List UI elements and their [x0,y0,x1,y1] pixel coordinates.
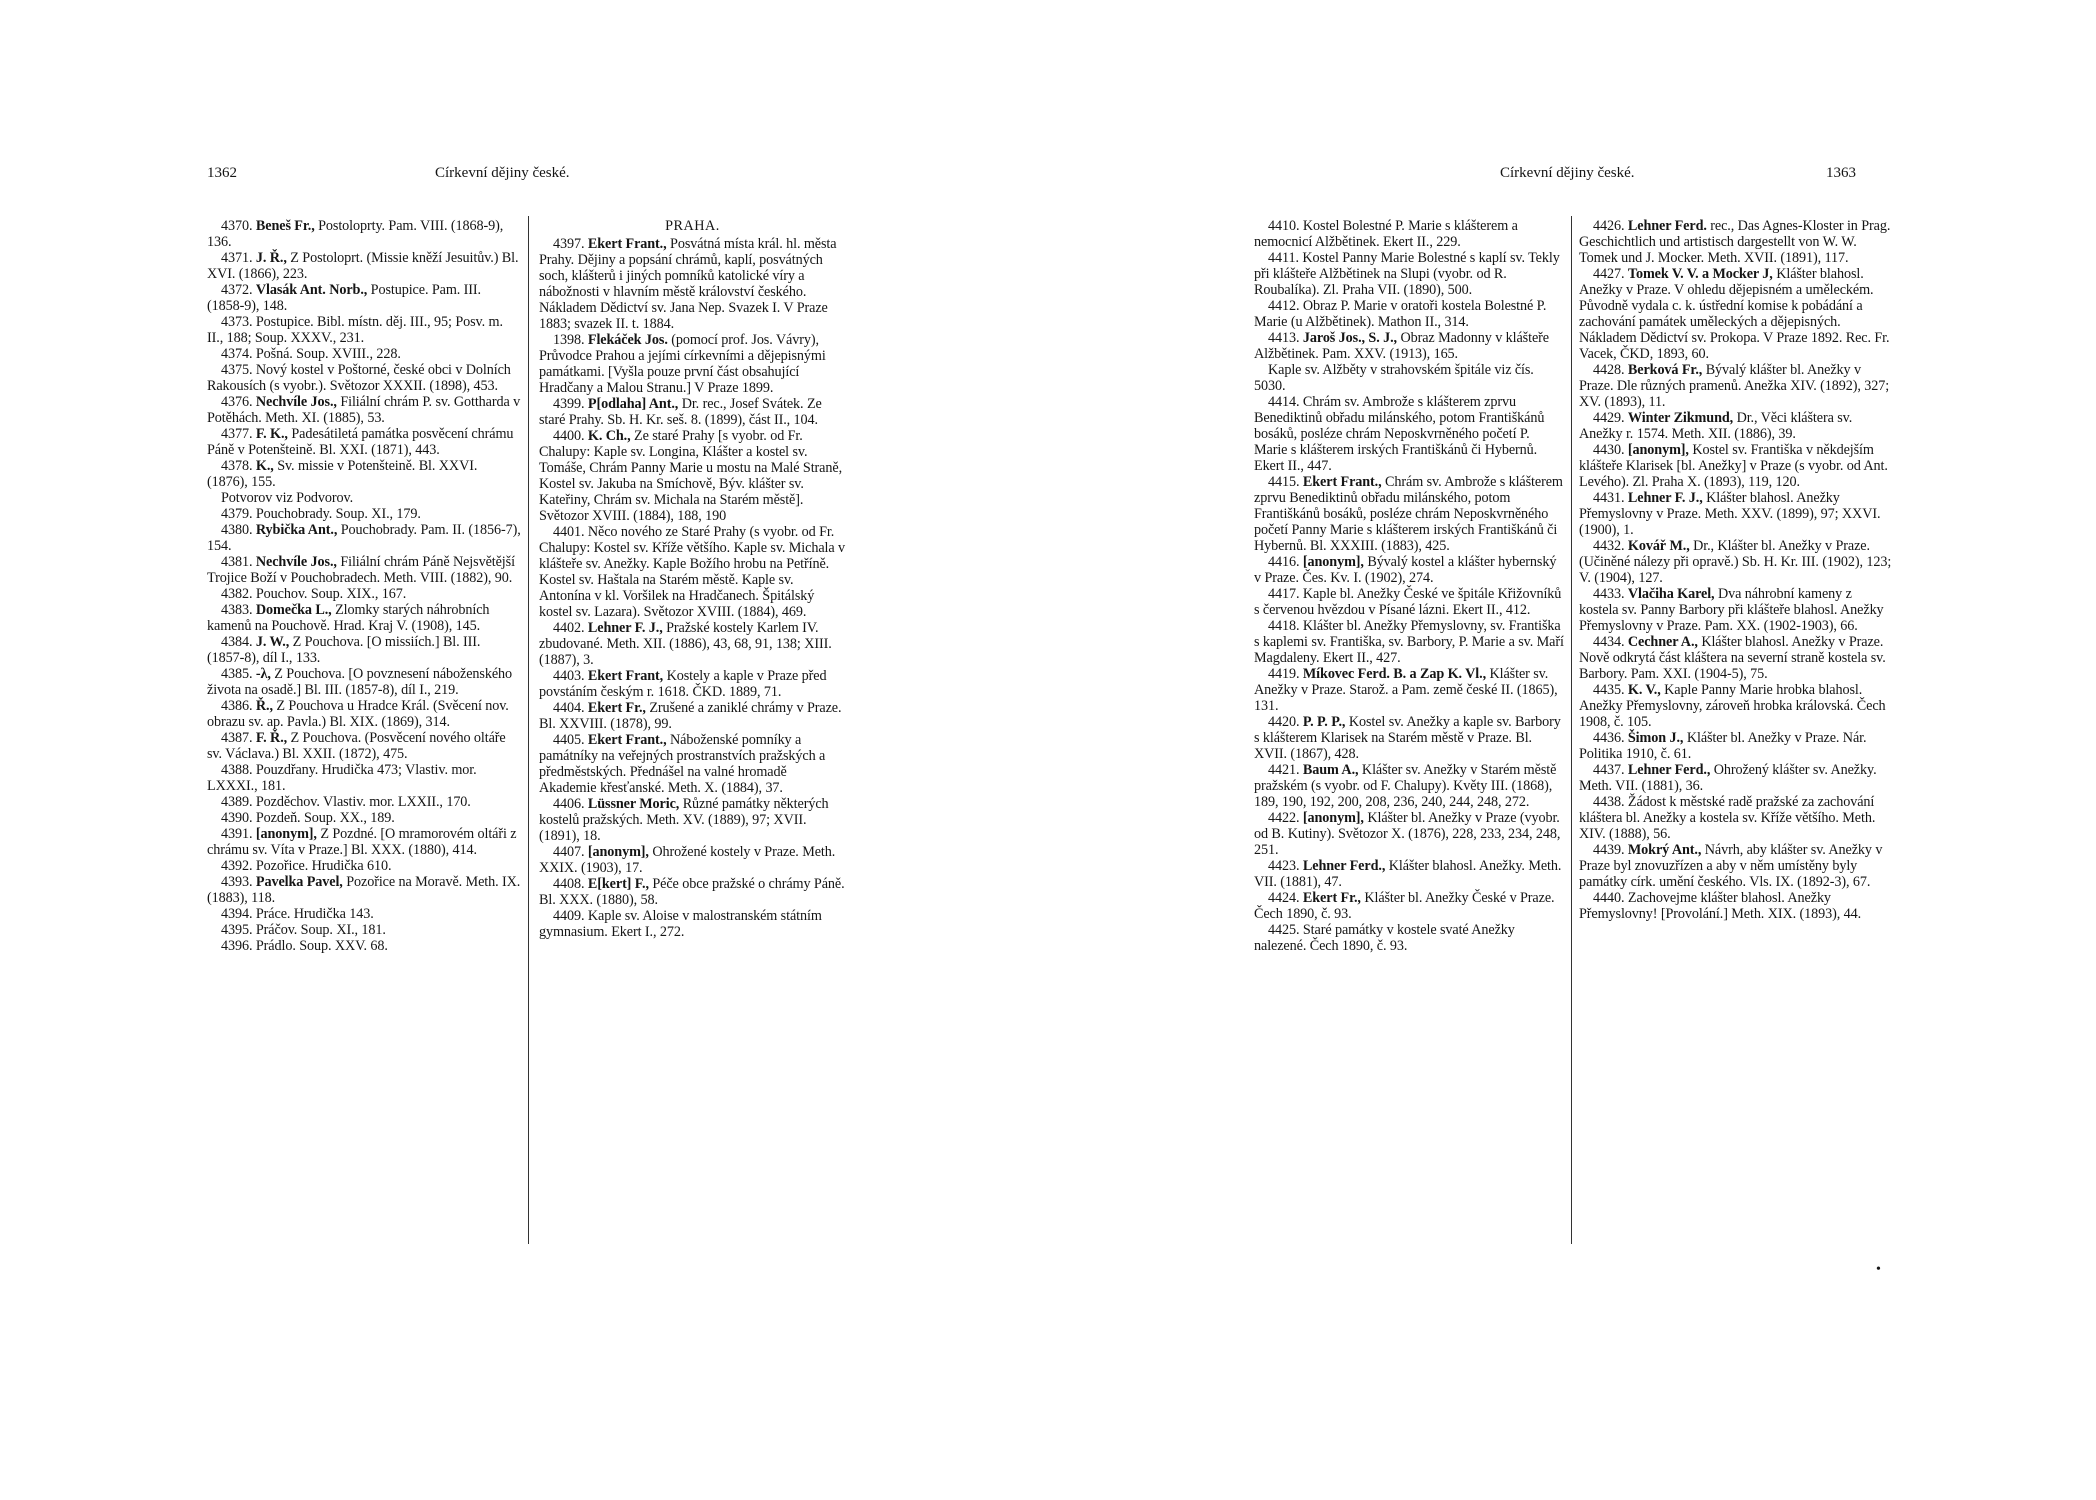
entry-text: (pomocí prof. Jos. Vávry), Průvodce Prahou a jejími církevními a dějepisnými památkami. [Vyšla pouze první část obsahující Hradčany a Malou Stranu.] V Praze 1899. [539,332,826,396]
entry-text: Posvátná místa král. hl. města Prahy. Dějiny a popsání chrámů, kaplí, posvátných soch, klášterů i jiných pomníků katolické víry a nábožnosti v hlavním městě království českého. Nákladem Dědictví sv. Jana Nep. Svazek I. V Praze 1883; svazek II. t. 1884. [539,236,837,332]
bibliography-entry [539,332,846,396]
entry-number: 4427. [1593,266,1625,282]
entry-number: 4418. [1268,618,1300,634]
entry-text: Sv. missie v Potenšteině. Bl. XXVI. (1876), 155. [207,458,478,490]
bibliography-entry [207,522,521,554]
bibliography-entry [1254,810,1564,858]
bibliography-entry [539,796,846,844]
entry-text: Různé památky některých kostelů pražských. Meth. XV. (1889), 97; XVII. (1891), 18. [539,796,829,844]
bibliography-entry [1254,330,1564,362]
entry-number: 4437. [1593,762,1625,778]
entry-text: Kaple sv. Alžběty v strahovském špitále viz čís. 5030. [1254,362,1534,394]
bibliography-entry [1254,586,1564,618]
entry-text: Ze staré Prahy [s vyobr. od Fr. Chalupy: Kaple sv. Longina, Klášter a kostel sv. Tomáše, Chrám Panny Marie u mostu na Malé Straně, Kostel sv. Jakuba na Smíchově, Býv. klášter sv. Kateřiny, Chrám sv. Michala na Starém městě]. Světozor XVIII. (1884), 188, 190 [539,428,843,524]
entry-author: Šimon J., [1627,730,1684,746]
entry-author: Lüssner Moric, [587,796,680,812]
bibliography-entry [539,236,846,332]
entry-text: Nový kostel v Poštorné, české obci v Dolních Rakousích (s vyobr.). Světozor XXXII. (1898), 453. [207,362,511,394]
bibliography-entry [207,282,521,314]
entry-number: 4411. [1268,250,1299,266]
entry-number: 4370. [221,218,253,234]
bibliography-entry [539,428,846,524]
entry-number: 4395. [221,922,253,938]
bibliography-entry [539,844,846,876]
entry-number: 4436. [1593,730,1625,746]
bibliography-entry [207,938,521,954]
entry-author: J. Ř., [255,250,287,266]
entry-number: 4417. [1268,586,1300,602]
entry-author: F. Ř., [255,730,288,746]
entry-number: 4394. [221,906,253,922]
entry-text: Klášter blahosl. Anežky. Meth. VII. (1881), 47. [1254,858,1562,890]
entry-author: Ekert Frant, [587,668,664,684]
entry-text: Z Postoloprt. (Missie kněží Jesuitův.) Bl. XVI. (1866), 223. [207,250,519,282]
entry-author: Baum A., [1302,762,1359,778]
left-column-2-entries [539,236,846,940]
bibliography-entry [1254,362,1564,394]
entry-author: K. Ch., [587,428,631,444]
entry-text: Z Pouchova. (Posvěcení nového oltáře sv. Václava.) Bl. XXII. (1872), 475. [207,730,506,762]
entry-number: 4391. [221,826,253,842]
entry-number: 4415. [1268,474,1300,490]
bibliography-entry [1254,858,1564,890]
entry-text: Z Pouchova. [O missiích.] Bl. III. (1857-8), díl I., 133. [207,634,481,666]
entry-number: 4377. [221,426,253,442]
entry-author: Domečka L., [255,602,332,618]
entry-text: Pouchobrady. Soup. XI., 179. [255,506,421,522]
bibliography-entry [1579,682,1893,730]
entry-author: Berková Fr., [1627,362,1703,378]
entry-author: Ekert Fr., [1302,890,1361,906]
bibliography-entry [207,810,521,826]
entry-number: 4371. [221,250,253,266]
entry-text: Návrh, aby klášter sv. Anežky v Praze byl znovuzřízen a aby v něm umístěny byly památky círk. umění českého. Vls. IX. (1892-3), 67. [1579,842,1883,890]
entry-number: 4421. [1268,762,1300,778]
page-number: 1363 [1826,165,1856,181]
bibliography-entry [1254,762,1564,810]
entry-number: 4422. [1268,810,1300,826]
entry-number: 4372. [221,282,253,298]
entry-text: Z Pouchova u Hradce Král. (Svěcení nov. obrazu sv. ap. Pavla.) Bl. XIX. (1869), 314. [207,698,509,730]
entry-text: Práčov. Soup. XI., 181. [255,922,386,938]
entry-number: 4386. [221,698,253,714]
entry-text: Klášter blahosl. Anežky v Praze. Nově odkrytá část kláštera na severní straně kostela sv. Barbory. Pam. XXI. (1904-5), 75. [1579,634,1886,682]
entry-number: 4393. [221,874,253,890]
bibliography-entry [1579,538,1893,586]
entry-author: Lehner F. J., [587,620,663,636]
entry-text: Potvorov viz Podvorov. [221,490,354,506]
entry-author: P. P. P., [1302,714,1346,730]
entry-text: Kostel Bolestné P. Marie s klášterem a nemocnicí Alžbětinek. Ekert II., 229. [1254,218,1518,250]
bibliography-entry [207,794,521,810]
entry-number: 4433. [1593,586,1625,602]
entry-number: 4384. [221,634,253,650]
entry-number: 4397. [553,236,585,252]
bibliography-entry [207,906,521,922]
entry-text: Pozořice na Moravě. Meth. IX. (1883), 118. [207,874,521,906]
entry-text: Ohrožené kostely v Praze. Meth. XXIX. (1903), 17. [539,844,836,876]
entry-author: Nechvíle Jos., [255,394,337,410]
entry-text: Pouchobrady. Pam. II. (1856-7), 154. [207,522,521,554]
bibliography-entry [1254,714,1564,762]
entry-number: 4429. [1593,410,1625,426]
entry-author: K., [255,458,274,474]
entry-author: Flekáček Jos. [587,332,668,348]
bibliography-entry [1254,890,1564,922]
entry-text: Dr. rec., Josef Svátek. Ze staré Prahy. Sb. H. Kr. seš. 8. (1899), část II., 104. [539,396,822,428]
bibliography-entry [207,362,521,394]
entry-number: 4414. [1268,394,1300,410]
entry-number: 4426. [1593,218,1625,234]
footer-mark: • [1876,1262,1881,1277]
entry-text: Z Pouchova. [O povznesení náboženského života na osadě.] Bl. III. (1857-8), díl I., 219. [207,666,513,698]
entry-text: Filiální chrám Páně Nejsvětější Trojice Boží v Pouchobradech. Meth. VIII. (1882), 90. [207,554,515,586]
entry-number: 4382. [221,586,253,602]
entry-number: 4419. [1268,666,1300,682]
bibliography-entry [539,908,846,940]
entry-text: Kostely a kaple v Praze před povstáním českým r. 1618. ČKD. 1889, 71. [539,668,827,700]
bibliography-entry [207,634,521,666]
bibliography-entry [1579,762,1893,794]
entry-author: [anonym], [1627,442,1689,458]
entry-text: Dva náhrobní kameny z kostela sv. Panny Barbory při klášteře blahosl. Anežky Přemyslovny v Praze. Pam. XX. (1902-1903), 66. [1579,586,1884,634]
entry-author: Lehner Ferd. [1627,218,1707,234]
entry-text: Pozořice. Hrudička 610. [255,858,392,874]
entry-number: 4416. [1268,554,1300,570]
bibliography-entry [1579,490,1893,538]
entry-author: Míkovec Ferd. B. a Zap K. Vl., [1302,666,1487,682]
section-heading: PRAHA. [665,218,720,234]
entry-number: 4392. [221,858,253,874]
left-column-1 [207,218,521,954]
bibliography-entry [207,394,521,426]
entry-number: 4409. [553,908,585,924]
entry-author: Ekert Fr., [587,700,646,716]
bibliography-entry [1254,922,1564,954]
entry-text: Bývalý kostel a klášter hybernský v Praze. Čes. Kv. I. (1902), 274. [1254,554,1557,586]
bibliography-entry [207,314,521,346]
entry-author: Pavelka Pavel, [255,874,343,890]
entry-author: J. W., [255,634,290,650]
entry-author: Lehner F. J., [1627,490,1703,506]
entry-number: 4439. [1593,842,1625,858]
entry-text: Ohrožený klášter sv. Anežky. Meth. VII. (1881), 36. [1579,762,1877,794]
bibliography-entry [539,620,846,668]
entry-author: [anonym], [1302,554,1364,570]
bibliography-entry [207,666,521,698]
entry-number: 4399. [553,396,585,412]
entry-text: Postupice. Pam. III. (1858-9), 148. [207,282,481,314]
bibliography-entry [207,730,521,762]
entry-text: Práce. Hrudička 143. [255,906,374,922]
entry-text: Pošná. Soup. XVIII., 228. [255,346,401,362]
entry-author: P[odlaha] Ant., [587,396,679,412]
entry-number: 4440. [1593,890,1625,906]
entry-number: 4407. [553,844,585,860]
entry-text: Obraz P. Marie v oratoři kostela Bolestné P. Marie (u Alžbětinek). Mathon II., 314. [1254,298,1547,330]
entry-author: Kovář M., [1627,538,1690,554]
entry-author: F. K., [255,426,288,442]
entry-text: Postoloprty. Pam. VIII. (1868-9), 136. [207,218,504,250]
entry-author: Lehner Ferd., [1302,858,1386,874]
entry-text: Klášter bl. Anežky České v Praze. Čech 1890, č. 93. [1254,890,1555,922]
entry-text: Péče obce pražské o chrámy Páně. Bl. XXX. (1880), 58. [539,876,845,908]
entry-text: Filiální chrám P. sv. Gottharda v Potěhách. Meth. XI. (1885), 53. [207,394,521,426]
entry-author: Ekert Frant., [587,732,667,748]
entry-text: Kostel sv. Anežky a kaple sv. Barbory s klášterem Klarisek na Starém městě v Praze. Bl. XVII. (1867), 428. [1254,714,1561,762]
entry-number: 4403. [553,668,585,684]
entry-author: Beneš Fr., [255,218,315,234]
entry-text: Chrám sv. Ambrože s klášterem zprvu Benediktinů obřadu milánského, potom Františkánů bosáků, posléze chrám Neposkvrněného početí Panny Marie s klášterem irských Františkánů či Hybernů. Bl. XXXIII. (1883), 425. [1254,474,1563,554]
right-page [1048,0,2096,1500]
entry-number: 4412. [1268,298,1300,314]
entry-number: 4400. [553,428,585,444]
entry-number: 4410. [1268,218,1300,234]
bibliography-entry [207,346,521,362]
bibliography-entry [207,218,521,250]
entry-text: Staré památky v kostele svaté Anežky nalezené. Čech 1890, č. 93. [1254,922,1515,954]
entry-author: Ekert Frant., [587,236,667,252]
bibliography-entry [207,858,521,874]
entry-author: [anonym], [255,826,317,842]
entry-author: E[kert] F., [587,876,649,892]
right-column-2 [1579,218,1893,922]
bibliography-entry [207,874,521,906]
entry-number: 4378. [221,458,253,474]
entry-text: Postupice. Bibl. místn. děj. III., 95; Posv. m. II., 188; Soup. XXXV., 231. [207,314,503,346]
entry-text: Pozdeň. Soup. XX., 189. [255,810,395,826]
entry-number: 4402. [553,620,585,636]
bibliography-entry [1254,474,1564,554]
bibliography-entry [1254,618,1564,666]
entry-text: Pozděchov. Vlastiv. mor. LXXII., 170. [255,794,471,810]
entry-text: Prádlo. Soup. XXV. 68. [255,938,388,954]
running-title: Církevní dějiny české. [435,165,570,181]
entry-number: 4413. [1268,330,1300,346]
bibliography-entry [1579,410,1893,442]
entry-number: 4424. [1268,890,1300,906]
bibliography-entry [1579,266,1893,362]
entry-number: 4428. [1593,362,1625,378]
entry-number: 4375. [221,362,253,378]
page-number: 1362 [207,165,237,181]
entry-number: 4380. [221,522,253,538]
entry-author: [anonym], [1302,810,1364,826]
bibliography-entry [1254,298,1564,330]
entry-text: Dr., Klášter bl. Anežky v Praze. (Učiněné nálezy při opravě.) Sb. H. Kr. III. (1902), 123; V. (1904), 127. [1579,538,1892,586]
entry-author: Cechner A., [1627,634,1698,650]
entry-author: Rybička Ant., [255,522,338,538]
entry-number: 4432. [1593,538,1625,554]
entry-author: Ekert Frant., [1302,474,1382,490]
bibliography-entry [1579,842,1893,890]
entry-text: Klášter blahosl. Anežky Přemyslovny v Praze. Meth. XXV. (1899), 97; XXVI. (1900), 1. [1579,490,1881,538]
entry-text: Obraz Madonny v klášteře Alžbětinek. Pam. XXV. (1913), 165. [1254,330,1549,362]
entry-text: Kostel Panny Marie Bolestné s kaplí sv. Tekly při klášteře Alžbětinek na Slupi (vyobr. od R. Roubalíka). Zl. Praha VII. (1890), 500. [1254,250,1560,298]
entry-text: Padesátiletá památka posvěcení chrámu Páně v Potenšteině. Bl. XXI. (1871), 443. [207,426,514,458]
entry-number: 4373. [221,314,253,330]
bibliography-entry [207,762,521,794]
entry-author: Jaroš Jos., S. J., [1302,330,1398,346]
entry-number: 4406. [553,796,585,812]
bibliography-entry [207,250,521,282]
bibliography-entry [1254,666,1564,714]
entry-number: 4408. [553,876,585,892]
entry-text: Klášter sv. Anežky v Praze. Starož. a Pam. země české II. (1865), 131. [1254,666,1558,714]
entry-number: 4434. [1593,634,1625,650]
entry-text: Klášter sv. Anežky v Starém městě pražském (s vyobr. od F. Chalupy). Květy III. (1868), 189, 190, 192, 200, 208, 236, 240, 244, 248, 272. [1254,762,1557,810]
bibliography-entry [539,876,846,908]
entry-number: 4381. [221,554,253,570]
entry-number: 4401. [553,524,585,540]
entry-author: Mokrý Ant., [1627,842,1702,858]
entry-text: Něco nového ze Staré Prahy (s vyobr. od Fr. Chalupy: Kostel sv. Kříže většího. Kaple sv. Michala v klášteře sv. Anežky. Kaple Božího hrobu na Petříně. Kostel sv. Haštala na Starém městě. Kaple sv. Antonína v kl. Voršilek na Hradčanech. Špitálský kostel sv. Lazara). Světozor XVIII. (1884), 469. [539,524,846,620]
entry-number: 4387. [221,730,253,746]
entry-text: Zachovejme klášter blahosl. Anežky Přemyslovny! [Provolání.] Meth. XIX. (1893), 44. [1579,890,1862,922]
entry-number: 4376. [221,394,253,410]
entry-text: Dr., Věci kláštera sv. Anežky r. 1574. Meth. XII. (1886), 39. [1579,410,1853,442]
bibliography-entry [1579,218,1893,266]
entry-number: 4435. [1593,682,1625,698]
entry-author: [anonym], [587,844,649,860]
bibliography-entry [207,554,521,586]
entry-text: Chrám sv. Ambrože s klášterem zprvu Benediktinů obřadu milánského, potom Františkánů bosáků, posléze chrám Neposkvrněného početí P. Marie s klášterem irských Františkánů či Hybernů. Ekert II., 447. [1254,394,1545,474]
entry-text: Žádost k městské radě pražské za zachování kláštera bl. Anežky a kostela sv. Kříže většího. Meth. XIV. (1888), 56. [1579,794,1876,842]
entry-number: 4405. [553,732,585,748]
entry-text: Pražské kostely Karlem IV. zbudované. Meth. XII. (1886), 43, 68, 91, 138; XIII. (1887), 3. [539,620,832,668]
entry-number: 4396. [221,938,253,954]
bibliography-entry [1579,362,1893,410]
entry-number: 4379. [221,506,253,522]
entry-number: 4388. [221,762,253,778]
entry-text: Klášter bl. Anežky v Praze (vyobr. od B. Kutiny). Světozor X. (1876), 228, 233, 234, 248, 251. [1254,810,1561,858]
entry-number: 4420. [1268,714,1300,730]
entry-author: Vlasák Ant. Norb., [255,282,368,298]
entry-text: rec., Das Agnes-Kloster in Prag. Geschichtlich und artistisch dargestellt von W. W. Tomek und J. Mocker. Meth. XVII. (1891), 117. [1579,218,1891,266]
right-column-1 [1254,218,1564,954]
entry-text: Kaple bl. Anežky České ve špitále Křižovníků s červenou hvězdou v Písané lázni. Ekert II., 412. [1254,586,1562,618]
entry-author: Ř., [255,698,273,714]
bibliography-entry [207,922,521,938]
entry-number: 4430. [1593,442,1625,458]
entry-author: Lehner Ferd., [1627,762,1711,778]
bibliography-entry [1254,554,1564,586]
bibliography-entry [207,426,521,458]
bibliography-entry [539,396,846,428]
bibliography-entry [207,586,521,602]
bibliography-entry [207,458,521,490]
entry-number: 4431. [1593,490,1625,506]
entry-number: 4383. [221,602,253,618]
entry-author: Vlačiha Karel, [1627,586,1715,602]
column-divider [1571,216,1572,1244]
entry-text: Kostel sv. Františka v někdejším klášteře Klarisek [bl. Anežky] v Praze (s vyobr. od Ant. Levého). Zl. Praha X. (1893), 119, 120. [1579,442,1888,490]
bibliography-entry [1579,586,1893,634]
bibliography-entry [207,602,521,634]
bibliography-entry [207,698,521,730]
entry-number: 4425. [1268,922,1300,938]
entry-number: 4390. [221,810,253,826]
bibliography-entry [1254,250,1564,298]
left-column-2 [539,218,846,940]
entry-number: 4404. [553,700,585,716]
bibliography-entry [207,490,521,506]
bibliography-entry [539,732,846,796]
entry-number: 4374. [221,346,253,362]
bibliography-entry [1579,634,1893,682]
entry-author: K. V., [1627,682,1661,698]
entry-author: Tomek V. V. a Mocker J, [1627,266,1773,282]
bibliography-entry [1579,890,1893,922]
entry-text: Zlomky starých náhrobních kamenů na Pouchově. Hrad. Kraj V. (1908), 145. [207,602,490,634]
entry-text: Pouchov. Soup. XIX., 167. [255,586,407,602]
bibliography-entry [1254,218,1564,250]
bibliography-entry [1254,394,1564,474]
entry-author: Winter Zikmund, [1627,410,1734,426]
entry-number: 1398. [553,332,585,348]
entry-author: Nechvíle Jos., [255,554,337,570]
entry-number: 4423. [1268,858,1300,874]
entry-number: 4385. [221,666,253,682]
entry-author: -λ, [255,666,271,682]
entry-text: Pouzdřany. Hrudička 473; Vlastiv. mor. LXXXI., 181. [207,762,477,794]
bibliography-entry [539,700,846,732]
entry-text: Klášter blahosl. Anežky v Praze. V ohledu dějepisném a uměleckém. Původně vydala c. k. ústřední komise k pobádání a zachování památek uměleckých a dějepisných. Nákladem Dědictví sv. Prokopa. V Praze 1892. Rec. Fr. Vacek, ČKD, 1893, 60. [1579,266,1890,362]
entry-text: Kaple sv. Aloise v malostranském státním gymnasium. Ekert I., 272. [539,908,822,940]
entry-text: Bývalý klášter bl. Anežky v Praze. Dle různých pramenů. Anežka XIV. (1892), 327; XV. (1893), 11. [1579,362,1890,410]
entry-text: Zrušené a zaniklé chrámy v Praze. Bl. XXVIII. (1878), 99. [539,700,842,732]
entry-text: Kaple Panny Marie hrobka blahosl. Anežky Přemyslovny, zároveň hrobka královská. Čech 1908, č. 105. [1579,682,1886,730]
column-divider [528,216,529,1244]
entry-text: Klášter bl. Anežky v Praze. Nár. Politika 1910, č. 61. [1579,730,1867,762]
entry-text: Z Pozdné. [O mramorovém oltáři z chrámu sv. Víta v Praze.] Bl. XXX. (1880), 414. [207,826,517,858]
entry-number: 4389. [221,794,253,810]
bibliography-entry [539,524,846,620]
entry-text: Náboženské pomníky a památníky na veřejných prostranstvích pražských a předměstských. Přednášel na valné hromadě Akademie křesťanské. Meth. X. (1884), 37. [539,732,826,796]
bibliography-entry [207,506,521,522]
bibliography-entry [1579,730,1893,762]
bibliography-entry [539,668,846,700]
bibliography-entry [1579,442,1893,490]
entry-text: Klášter bl. Anežky Přemyslovny, sv. Františka s kaplemi sv. Františka, sv. Barbory, P. Marie a sv. Maří Magdaleny. Ekert II., 427. [1254,618,1564,666]
running-title: Církevní dějiny české. [1500,165,1635,181]
entry-number: 4438. [1593,794,1625,810]
bibliography-entry [207,826,521,858]
bibliography-entry [1579,794,1893,842]
